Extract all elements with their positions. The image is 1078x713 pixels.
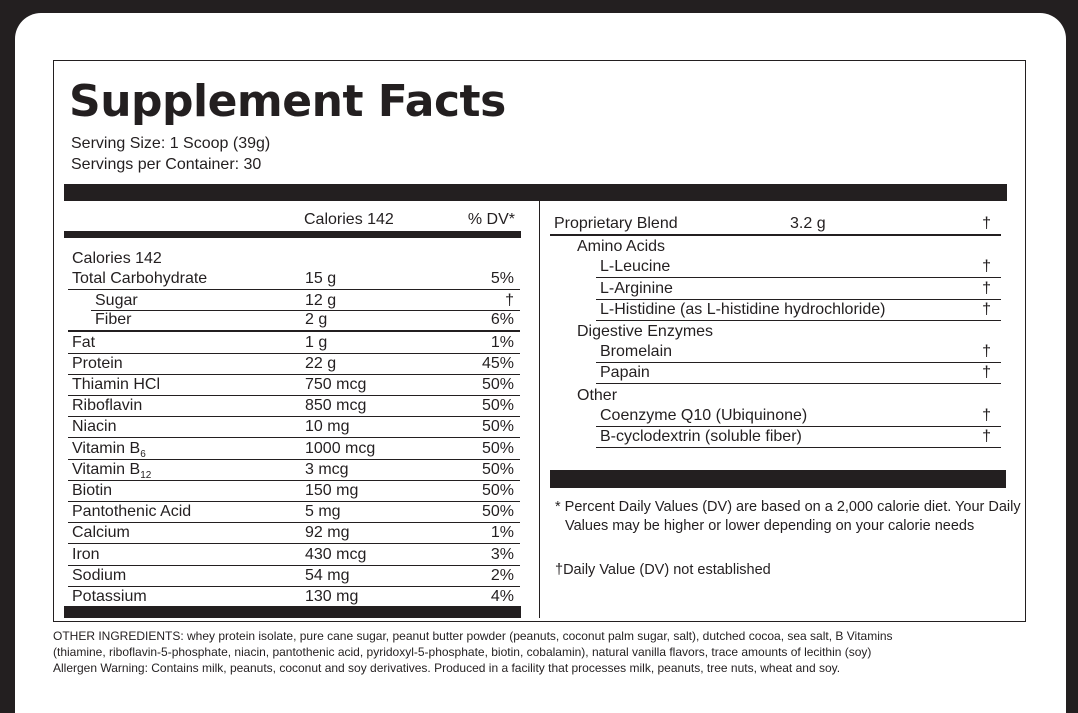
nutrient-amount: 22 g [305,354,337,372]
nutrient-row [68,587,520,608]
nutrient-row [68,333,520,354]
nutrient-amount: 130 mg [305,588,359,605]
nutrient-row [68,375,520,396]
dagger-mark: † [982,406,991,424]
nutrient-dv: 1% [490,524,514,542]
blend-item-row [596,427,1001,448]
dv-column-header: % DV* [467,211,515,228]
nutrient-amount: 1000 mcg [305,439,376,457]
nutrient-row [68,566,520,587]
nutrient-amount: 750 mcg [305,376,367,393]
page-title: Supplement Facts [69,76,506,127]
nutrient-row [68,439,520,460]
nutrient-dv: 5% [490,270,514,287]
dagger-mark: † [982,215,991,232]
nutrient-name: Thiamin HCl [72,376,161,393]
header-rule [64,231,521,238]
nutrient-dv: 50% [481,460,514,478]
dv-footnote: * Percent Daily Values (DV) are based on a 2,000 calorie diet. Your Daily Values may be higher or lower depending on your calorie needs [555,499,1021,534]
nutrient-amount: 92 mg [305,524,350,542]
nutrient-subscript: 12 [140,469,152,481]
nutrient-name: Fat [72,333,96,351]
nutrient-amount: 430 mcg [305,545,367,563]
nutrient-amount: 15 g [305,270,337,287]
nutrient-amount: 2 g [305,311,328,329]
blend-item-row-label: B-cyclodextrin (soluble fiber) [600,428,802,445]
nutrient-amount: 850 mcg [305,397,367,415]
nutrient-name: Protein [72,354,123,372]
blend-item-row [596,342,1001,363]
nutrient-dv: 50% [481,418,514,436]
blend-bottom-band [550,470,1006,488]
serving-size: Serving Size: 1 Scoop (39g) [71,135,271,152]
nutrient-dv: 2% [490,566,514,584]
dagger-mark: † [982,364,991,382]
nutrient-dv: 50% [481,376,514,393]
blend-item-row-label: Coenzyme Q10 (Ubiquinone) [600,406,808,424]
column-divider [539,201,540,618]
nutrient-row [68,523,520,544]
blend-item-row [596,406,1001,427]
dagger-mark: † [982,279,991,297]
blend-group-row [573,385,1001,406]
nutrient-name: Pantothenic Acid [72,503,192,521]
nutrient-row [68,481,520,502]
blend-item-row-label: L-Histidine (as L-histidine hydrochloride) [600,300,886,318]
blend-group-row-label: Amino Acids [577,238,666,256]
nutrient-name: Vitamin $B_{12}$ [72,460,152,481]
nutrient-dv: 50% [481,397,514,415]
nutrient-row [68,417,520,438]
nutrient-row [68,502,520,523]
nutrient-amount: 5 mg [305,503,341,521]
blend-group-row [573,236,1001,257]
blend-item-row-label: Bromelain [600,343,673,361]
nutrient-row [68,354,520,375]
nutrient-dv: 6% [490,311,514,329]
nutrient-row [68,269,520,290]
nutrient-name: Sugar [95,292,138,310]
nutrient-name: Niacin [72,418,117,436]
blend-item-row-label: Papain [600,364,650,382]
blend-item-row [596,257,1001,278]
blend-item-row-label: L-Leucine [600,258,671,276]
nutrient-dv: † [505,292,514,310]
bottom-rule [64,606,521,618]
nutrient-dv: 45% [481,354,514,372]
nutrient-amount: 10 mg [305,418,350,436]
ingredients-line: OTHER INGREDIENTS: whey protein isolate, pure cane sugar, peanut butter powder (peanuts, coconut palm sugar, salt), dutched cocoa, sea salt, B Vitamins [53,629,893,643]
nutrient-row [68,460,520,481]
calories-column-header: Calories 142 [304,211,394,228]
nutrient-dv: 50% [481,439,514,457]
nutrient-name: Fiber [95,311,132,329]
blend-group-row-label: Other [577,386,618,404]
header-band [64,184,1007,201]
dagger-mark: † [982,428,991,445]
blend-group-row [573,321,1001,342]
other-ingredients [53,628,1043,676]
nutrient-name: Biotin [72,482,113,499]
nutrient-row [68,396,520,417]
nutrient-dv: 3% [490,545,514,563]
allergen-warning: Allergen Warning: Contains milk, peanuts, coconut and soy derivatives. Produced in a facility that processes milk, peanuts, tree nuts, wheat and soy. [53,661,841,675]
nutrient-row [68,545,520,566]
calories-label: Calories 142 [72,250,162,267]
calories-row [68,248,520,269]
nutrient-row [68,290,520,311]
nutrient-name: Sodium [72,566,127,584]
dagger-mark: † [982,343,991,361]
blend-item-row [596,300,1001,321]
nutrient-name: Iron [72,545,100,563]
nutrient-name: Calcium [72,524,130,542]
nutrient-amount: 1 g [305,333,328,351]
blend-item-row-label: L-Arginine [600,279,673,297]
blend-header-row-label: Proprietary Blend [554,215,678,232]
nutrient-amount: 54 mg [305,566,350,584]
nutrient-row [68,311,520,332]
nutrient-amount: 3 mcg [305,460,349,478]
blend-item-row [596,279,1001,300]
nutrient-amount: 12 g [305,292,337,310]
blend-header-row [550,215,1001,236]
dagger-mark: † [982,258,991,276]
blend-group-row-label: Digestive Enzymes [577,323,714,340]
servings-per-container: Servings per Container: 30 [71,156,262,173]
nutrient-amount: 150 mg [305,482,359,499]
nutrient-dv: 1% [490,333,514,351]
nutrient-dv: 4% [490,588,514,605]
nutrient-dv: 50% [481,482,514,499]
nutrient-name: Vitamin $B_6$ [72,439,146,460]
nutrient-dv: 50% [481,503,514,521]
dagger-footnote: †Daily Value (DV) not established [555,562,771,578]
nutrient-name: Riboflavin [72,397,143,415]
nutrient-name: Total Carbohydrate [72,270,208,287]
ingredients-line: (thiamine, riboflavin-5-phosphate, niacin, pantothenic acid, pyridoxyl-5-phosphate, biotin, cobalamin), natural vanilla flavors, trace amounts of lecithin (soy) [53,645,872,659]
blend-amount: 3.2 g [790,215,826,232]
blend-item-row [596,363,1001,384]
nutrient-subscript: 6 [140,448,146,460]
dagger-mark: † [982,300,991,318]
nutrient-name: Potassium [72,588,147,605]
